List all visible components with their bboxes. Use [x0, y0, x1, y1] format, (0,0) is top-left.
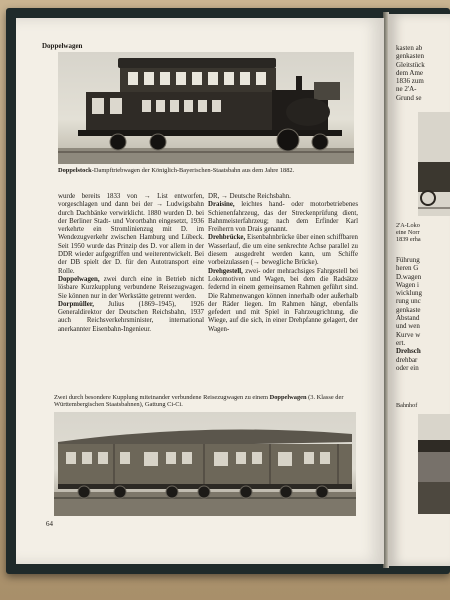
text-line: Wagen i [396, 280, 419, 289]
text-column-left [58, 193, 204, 334]
entry-term: Dorpmüller, [58, 300, 94, 308]
locomotive-photo [418, 112, 450, 216]
coach-photo [54, 412, 356, 516]
dictionary-entry [208, 234, 358, 267]
text-line: Gleitstück [396, 60, 425, 69]
entry-term: Draisine, [208, 201, 235, 209]
paragraph: DR, → Deutsche Reichsbahn. [208, 193, 291, 200]
text-column-right [208, 193, 358, 334]
caption-text: (3. Klasse der Württembergischen Staatsbahnen), Gattung Ci-Ci. [54, 394, 344, 409]
coach-caption [54, 394, 356, 409]
caption-term: Doppelwagen [269, 394, 307, 401]
entry-term: Drehgestell, [208, 267, 243, 275]
text-line: Grund se [396, 93, 422, 102]
entry-text: Julius (1869–1945), 1926 Generaldirektor der Deutschen Reichsbahn, 1937 auch Reichsverkehrsminister, international anerkannter Eisenbahn-Ingenieur. [58, 300, 204, 333]
coach-illustration [54, 412, 356, 516]
text-line: 2'A-Loko [396, 222, 420, 229]
caption-text: -Dampftriebwagen der Königlich-Bayerischen-Staatsbahn aus dem Jahre 1882. [91, 167, 295, 174]
text-line: eine Norr [396, 229, 420, 237]
text-line: drehbar [396, 355, 418, 364]
dictionary-entry [208, 268, 358, 334]
entry-term: Doppelwagen, [58, 275, 100, 283]
text-line: Abstand [396, 314, 420, 323]
text-line: 1839 erha [396, 236, 421, 244]
text-line: rung unc [396, 297, 421, 306]
station-photo [418, 414, 450, 514]
right-page-text-mid [396, 256, 422, 372]
text-line: und wen [396, 322, 420, 331]
text-line: D.wagen [396, 272, 422, 281]
railcar-photo [58, 52, 354, 164]
entry-text: leichtes hand- oder motorbetriebenes Schienenfahrzeug, das der Streckenprüfung dient, Bahnmeisterfahrzeug; nach dem Erfinder Karl Freiherrn von Drais genannt. [208, 201, 358, 234]
text-line: genkaste [396, 305, 421, 314]
entry-term: Drehsch [396, 347, 421, 356]
caption-term: Doppelstock [58, 167, 92, 174]
text-line: dem Ame [396, 68, 424, 77]
page-number: 64 [46, 520, 53, 528]
right-page-caption [396, 222, 421, 244]
locomotive-illustration [418, 112, 450, 216]
text-line: kasten ab [396, 44, 423, 52]
text-line: 1836 zum [396, 77, 424, 86]
text-line: ert. [396, 338, 406, 347]
text-line: wicklung [396, 289, 423, 298]
entry-text: zwei durch eine in Betrieb nicht lösbare Kurzkupplung verbundene Reisezugwagen. Sie können nur in der Werkstätte getrennt werden. [58, 275, 204, 300]
railcar-illustration [58, 52, 354, 164]
entry-term: Drehbrücke, [208, 234, 246, 242]
station-illustration [418, 414, 450, 514]
text-line: Führung [396, 256, 420, 264]
dictionary-entry [58, 301, 204, 334]
dictionary-entry [208, 201, 358, 234]
entry-text: Eisenbahnbrücke über einen schiffbaren Wasserlauf, die um eine senkrechte Achse parallel zu diesem ausgedreht werden kann, um Schiffe vorbeizulassen (→ bewegliche Brücke). [208, 234, 358, 267]
text-line: heren G [396, 264, 419, 273]
text-line: genkasten [396, 52, 424, 61]
dictionary-entry [58, 276, 204, 301]
entry-text: zwei- oder mehrachsiges Fahrgestell bei Lokomotiven und Wagen, bei dem die Radsätze federnd in einem gemeinsamen Rahmen geführt sind. Die Rahmenwangen können innerhalb oder außerhalb der Räder liegen. Im Rahmen hängt, ebenfalls gefedert und mit Spiel in Fahrzeugrichtung, die Wiege, auf die sich, in einer Drehpfanne gelagert, der Wagen- [208, 267, 358, 333]
page-header: Doppelwagen [42, 42, 83, 50]
paragraph: wurde bereits 1833 von → List entworfen, vorgeschlagen und dann bei der → Ludwigsbahn durch Dachbänke verwirklicht. 1880 wurden D. bei der Berliner Stadt- und Vorortbahn eingesetzt, 1936 verkehrte ein Stromlinienzug mit D. im Wendezugverkehr zwischen Hamburg und Lübeck. Seit 1950 wurde das Prinzip des D. vor allem in der DDR wieder aufgegriffen und weiterentwickelt. Bei der DB spielt der D. für den Autotransport eine Rolle. [58, 193, 204, 275]
text-line: oder ein [396, 363, 419, 372]
right-page-caption-bahnhof: Bahnhof [396, 402, 418, 409]
text-line: Kurve w [396, 330, 421, 339]
right-page-text-top [396, 44, 425, 102]
caption-text: Zwei durch besondere Kupplung miteinander verbundene Reisezugwagen zu einem [54, 394, 270, 401]
railcar-caption [58, 167, 358, 174]
text-line: ne 2'A- [396, 85, 417, 94]
